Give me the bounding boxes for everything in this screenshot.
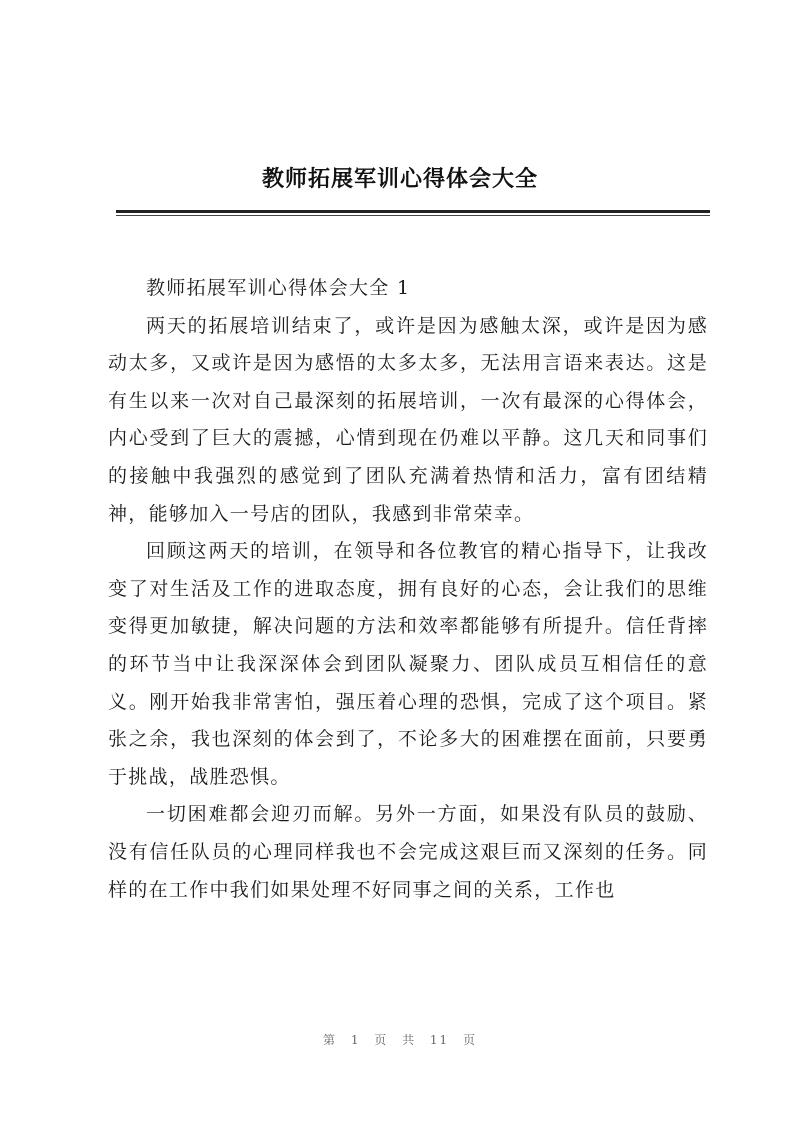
- paragraph: 两天的拓展培训结束了，或许是因为感触太深，或许是因为感动太多，又或许是因为感悟的太多太多，无法用言语来表达。这是有生以来一次对自己最深刻的拓展培训，一次有最深的心得体会，内心受到了巨大的震撼，心情到现在仍难以平静。这几天和同事们的接触中我强烈的感觉到了团队充满着热情和活力，富有团结精神，能够加入一号店的团队，我感到非常荣幸。: [108, 314, 708, 525]
- title-divider-thin: [116, 215, 710, 216]
- paragraph: 一切困难都会迎刃而解。另外一方面，如果没有队员的鼓励、没有信任队员的心理同样我也不会完成这艰巨而又深刻的任务。同样的在工作中我们如果处理不好同事之间的关系，工作也: [108, 803, 708, 901]
- page-title: 教师拓展军训心得体会大全: [261, 167, 538, 192]
- page-number-footer: 第 1 页 共 11 页: [323, 1033, 477, 1047]
- document-body: [108, 270, 708, 909]
- title-divider: [116, 210, 710, 213]
- paragraph: 回顾这两天的培训，在领导和各位教官的精心指导下，让我改变了对生活及工作的进取态度，拥有良好的心态，会让我们的思维变得更加敏捷，解决问题的方法和效率都能够有所提升。信任背摔的环节当中让我深深体会到团队凝聚力、团队成员互相信任的意义。刚开始我非常害怕，强压着心理的恐惧，完成了这个项目。紧张之余，我也深刻的体会到了，不论多大的困难摆在面前，只要勇于挑战，战胜恐惧。: [108, 540, 708, 788]
- section-heading: 教师拓展军训心得体会大全 1: [146, 277, 411, 299]
